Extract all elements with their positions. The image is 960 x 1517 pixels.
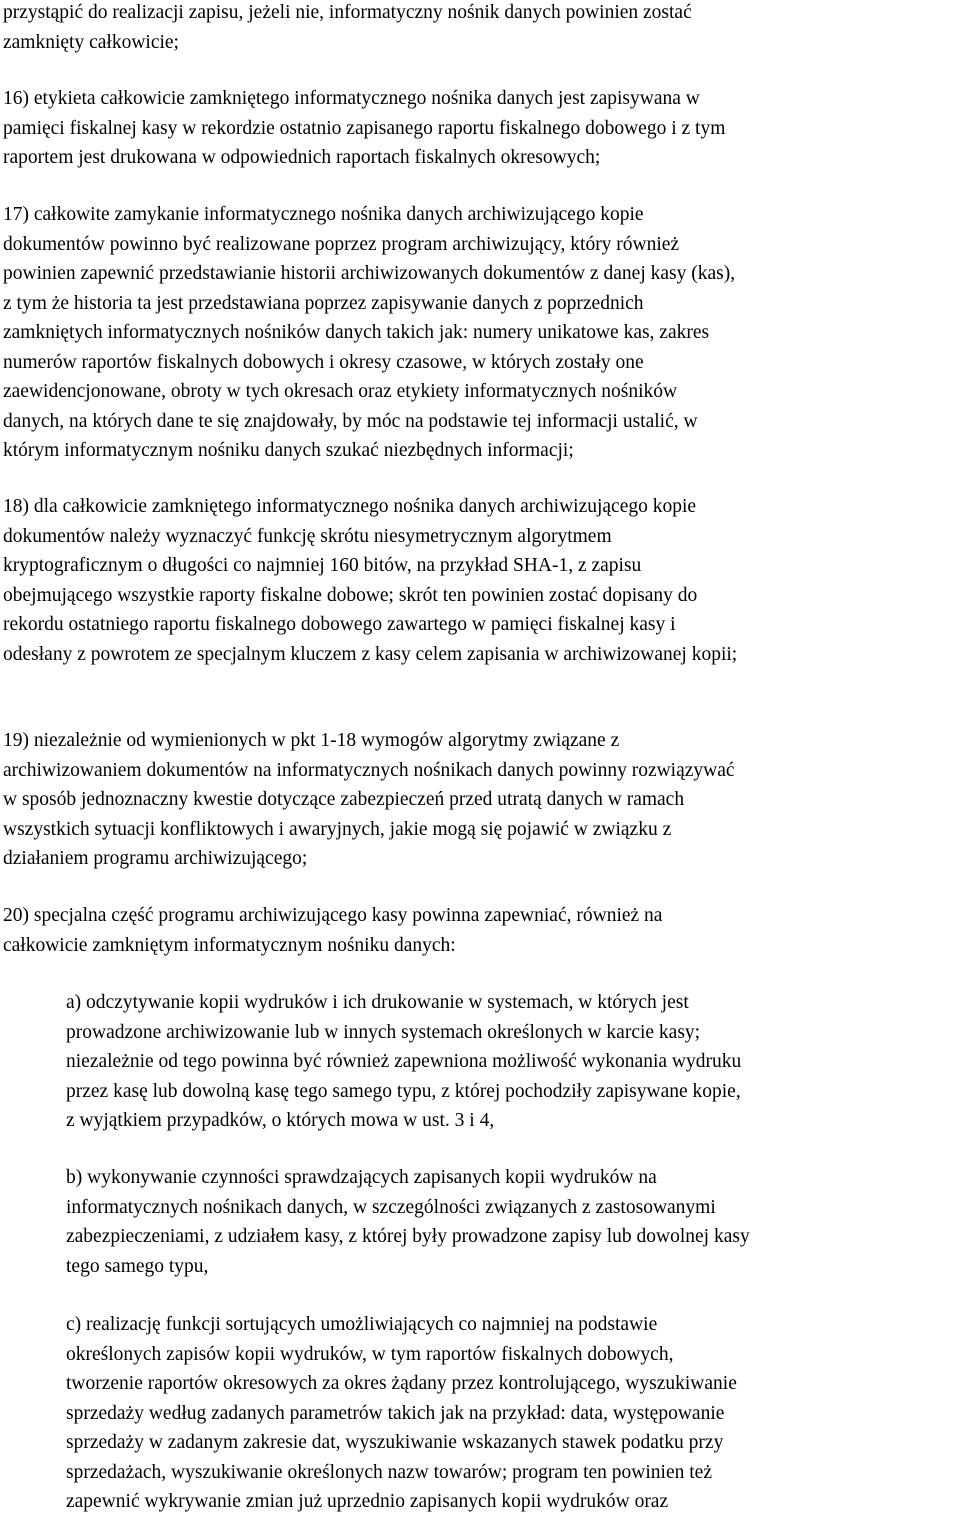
- text-line: tworzenie raportów okresowych za okres żądany przez kontrolującego, wyszukiwanie: [66, 1373, 737, 1394]
- text-line: dokumentów powinno być realizowane poprzez program archiwizujący, który również: [3, 233, 680, 255]
- paragraph-20: [3, 901, 958, 960]
- text-line: rekordu ostatniego raportu fiskalnego dobowego zawartego w pamięci fiskalnej kasy i: [3, 614, 676, 635]
- subparagraph-20a: [66, 988, 958, 1136]
- text-line: którym informatycznym nośniku danych szukać niezbędnych informacji;: [3, 440, 574, 461]
- text-line: tego samego typu,: [66, 1255, 209, 1277]
- paragraph-18: [3, 492, 958, 669]
- text-line: sprzedażach, wyszukiwanie określonych nazw towarów; program ten powinien też: [66, 1461, 712, 1483]
- text-line: powinien zapewnić przedstawianie historii archiwizowanych dokumentów z danej kasy (kas),: [3, 263, 736, 284]
- text-line: w sposób jednoznaczny kwestie dotyczące zabezpieczeń przed utratą danych w ramach: [3, 789, 685, 810]
- paragraph-17: [3, 200, 958, 466]
- text-line: prowadzone archiwizowanie lub w innych systemach określonych w karcie kasy;: [66, 1021, 701, 1043]
- text-line: numerów raportów fiskalnych dobowych i okresy czasowe, w których zostały one: [3, 351, 644, 373]
- text-line: pamięci fiskalnej kasy w rekordzie ostatnio zapisanego raportu fiskalnego dobowego i z tym: [3, 117, 726, 139]
- text-line: z wyjątkiem przypadków, o których mowa w ust. 3 i 4,: [66, 1110, 495, 1131]
- text-line: określonych zapisów kopii wydruków, w tym raportów fiskalnych dobowych,: [66, 1343, 674, 1365]
- text-line: wszystkich sytuacji konfliktowych i awaryjnych, jakie mogą się pojawić w związku z: [3, 818, 672, 840]
- text-line: obejmującego wszystkie raporty fiskalne dobowe; skrót ten powinien zostać dopisany do: [3, 584, 698, 606]
- text-line: sprzedaży według zadanych parametrów takich jak na przykład: data, występowanie: [66, 1402, 725, 1424]
- text-line: działaniem programu archiwizującego;: [3, 848, 308, 869]
- text-line: archiwizowaniem dokumentów na informatycznych nośnikach danych powinny rozwiązywać: [3, 759, 735, 781]
- text-line: 16) etykieta całkowicie zamkniętego informatycznego nośnika danych jest zapisywana w: [3, 88, 700, 109]
- text-line: przystąpić do realizacji zapisu, jeżeli nie, informatyczny nośnik danych powinien zostać: [3, 2, 692, 23]
- text-line: 20) specjalna część programu archiwizującego kasy powinna zapewniać, również na: [3, 905, 663, 926]
- text-line: z tym że historia ta jest przedstawiana poprzez zapisywanie danych z poprzednich: [3, 292, 644, 314]
- text-line: przez kasę lub dowolną kasę tego samego typu, z której pochodziły zapisywane kopie,: [66, 1080, 741, 1102]
- text-line: c) realizację funkcji sortujących umożliwiających co najmniej na podstawie: [66, 1314, 658, 1335]
- text-line: odesłany z powrotem ze specjalnym kluczem z kasy celem zapisania w archiwizowanej kopii;: [3, 643, 738, 665]
- text-line: 17) całkowite zamykanie informatycznego nośnika danych archiwizującego kopie: [3, 204, 644, 225]
- subparagraph-20c: [66, 1310, 958, 1517]
- text-line: b) wykonywanie czynności sprawdzających zapisanych kopii wydruków na: [66, 1167, 657, 1188]
- text-line: zapewnić wykrywanie zmian już uprzednio zapisanych kopii wydruków oraz: [66, 1491, 669, 1512]
- text-line: 19) niezależnie od wymienionych w pkt 1-18 wymogów algorytmy związane z: [3, 730, 620, 751]
- text-line: kryptograficznym o długości co najmniej 160 bitów, na przykład SHA-1, z zapisu: [3, 555, 642, 576]
- subparagraph-20b: [66, 1163, 958, 1281]
- text-line: raportem jest drukowana w odpowiednich raportach fiskalnych okresowych;: [3, 147, 601, 168]
- text-line: zaewidencjonowane, obroty w tych okresach oraz etykiety informatycznych nośników: [3, 381, 678, 402]
- text-line: zabezpieczeniami, z udziałem kasy, z której były prowadzone zapisy lub dowolnej kasy: [66, 1226, 750, 1247]
- text-line: całkowicie zamkniętym informatycznym nośniku danych:: [3, 934, 456, 956]
- text-line: sprzedaży w zadanym zakresie dat, wyszukiwanie wskazanych stawek podatku przy: [66, 1432, 724, 1453]
- paragraph-16: [3, 84, 958, 173]
- text-line: zamknięty całkowicie;: [3, 31, 179, 53]
- text-line: informatycznych nośnikach danych, w szczególności związanych z zastosowanymi: [66, 1196, 716, 1218]
- text-line: zamkniętych informatycznych nośników danych takich jak: numery unikatowe kas, zakres: [3, 322, 710, 343]
- text-line: dokumentów należy wyznaczyć funkcję skrótu niesymetrycznym algorytmem: [3, 525, 612, 547]
- text-line: a) odczytywanie kopii wydruków i ich drukowanie w systemach, w których jest: [66, 992, 689, 1013]
- text-line: niezależnie od tego powinna być również zapewniona możliwość wykonania wydruku: [66, 1051, 742, 1072]
- text-line: 18) dla całkowicie zamkniętego informatycznego nośnika danych archiwizującego kopie: [3, 496, 697, 517]
- text-line: danych, na których dane te się znajdowały, by móc na podstawie tej informacji ustalić, w: [3, 410, 698, 432]
- paragraph-continuation: [3, 0, 958, 57]
- paragraph-19: [3, 726, 958, 874]
